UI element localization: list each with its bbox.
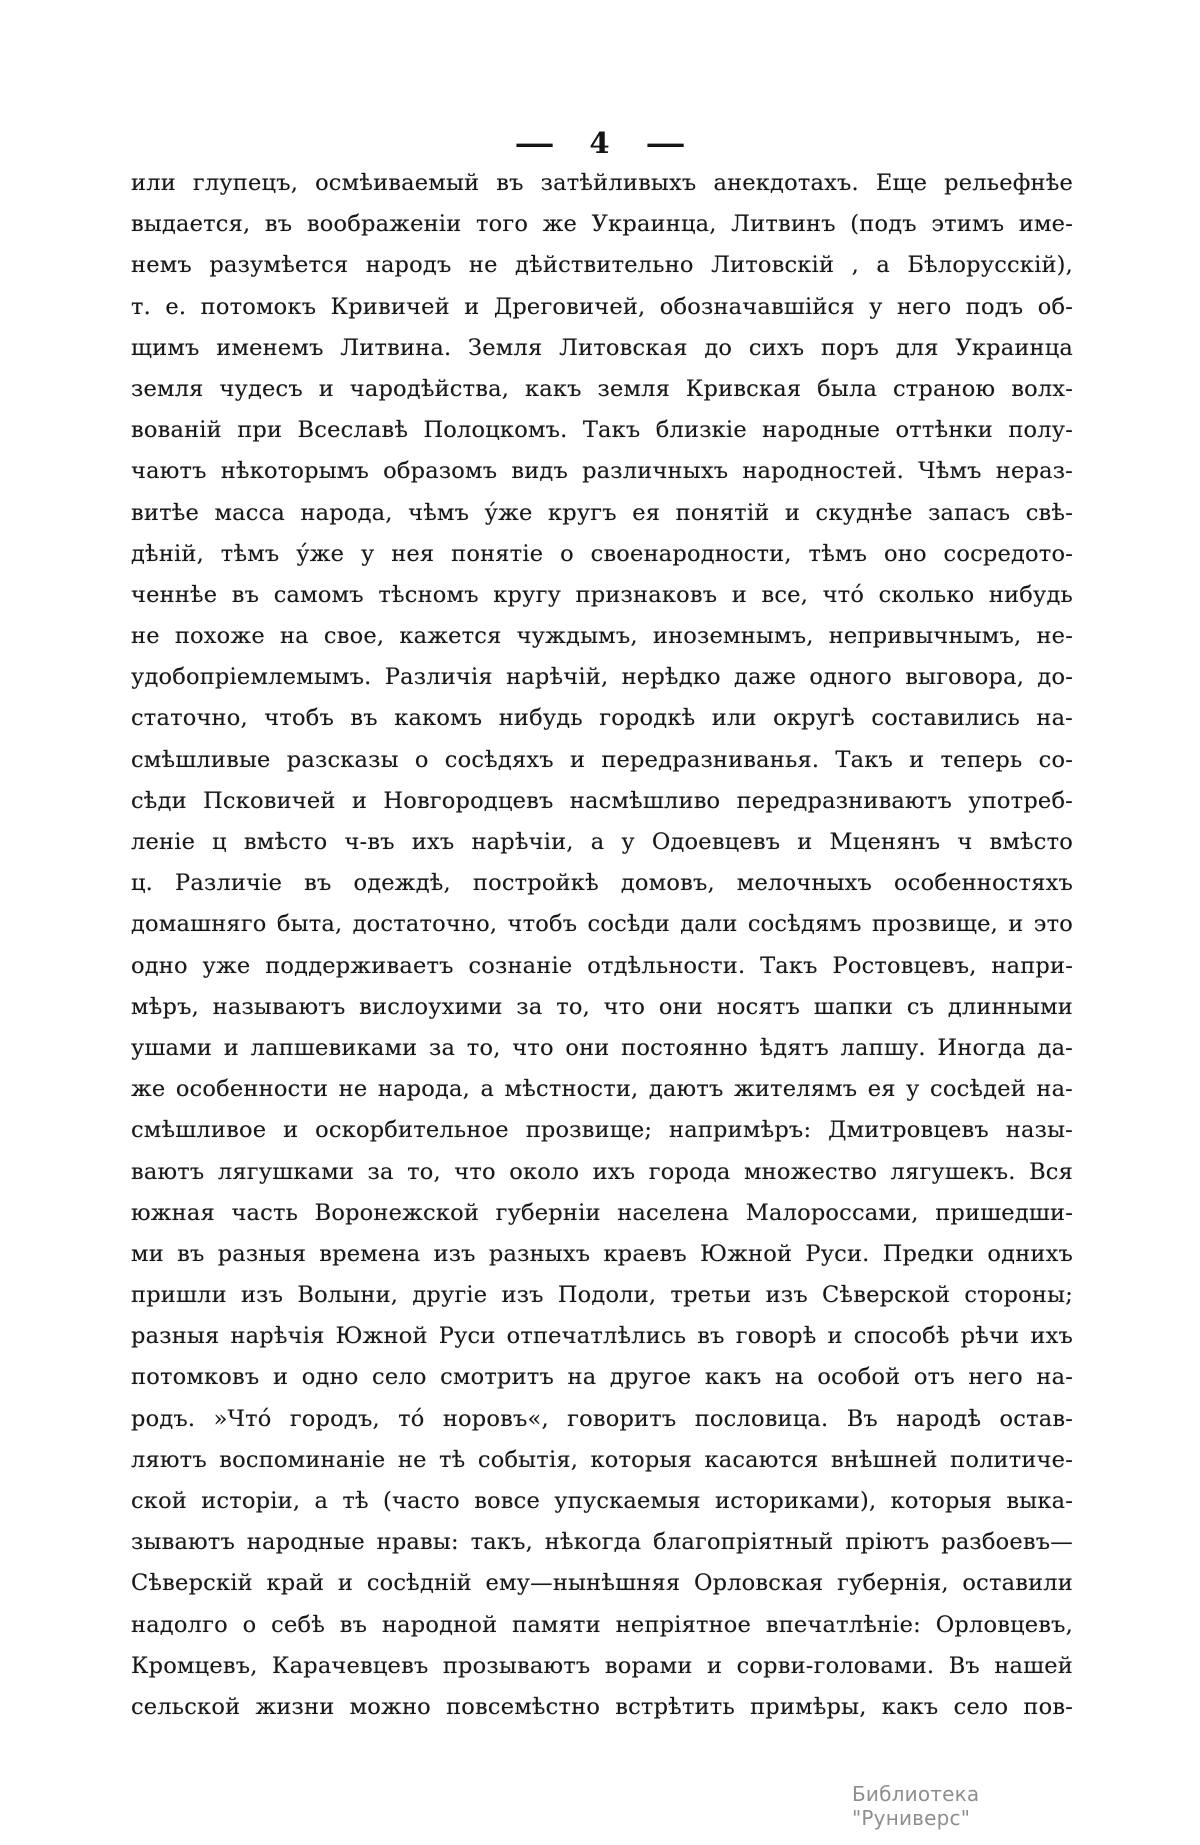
text-line: Кромцевъ, Карачевцевъ прозываютъ ворами и сорви-головами. Въ нашей [131,1652,1073,1679]
text-line: вованій при Всеславѣ Полоцкомъ. Такъ близкіе народные оттѣнки полу- [131,417,1073,444]
text-line: чаютъ нѣкоторымъ образомъ видъ различныхъ народностей. Чѣмъ нераз- [131,458,1073,485]
text-line: леніе ц вмѣсто ч-въ ихъ нарѣчіи, а у Одоевцевъ и Мценянъ ч вмѣсто [131,829,1073,855]
text-line: мѣръ, называютъ вислоухими за то, что они носятъ шапки съ длинными [131,993,1073,1020]
text-line: зываютъ народные нравы: такъ, нѣкогда благопріятный пріютъ разбоевъ— [131,1529,1073,1556]
text-line: ушами и лапшевиками за то, что они постоянно ѣдятъ лапшу. Иногда да- [131,1034,1073,1061]
text-line: Сѣверскій край и сосѣдній ему—нынѣшняя Орловская губернія, оставили [131,1570,1073,1597]
text-line: южная часть Воронежской губерніи населена Малороссами, пришедши- [131,1199,1073,1226]
text-line: надолго о себѣ въ народной памяти непріятное впечатлѣніе: Орловцевъ, [131,1611,1073,1638]
text-line: щимъ именемъ Литвина. Земля Литовская до сихъ поръ для Украинца [131,334,1073,361]
text-line: домашняго быта, достаточно, чтобъ сосѣди дали сосѣдямъ прозвище, и это [131,911,1073,938]
text-line: родъ. »Что́ городъ, то́ норовъ«, говоритъ пословица. Въ народѣ остав- [131,1405,1073,1432]
text-line: ваютъ лягушками за то, что около ихъ города множество лягушекъ. Вся [131,1158,1073,1185]
text-line: ляютъ воспоминаніе не тѣ событія, которыя касаются внѣшней политиче- [131,1446,1073,1473]
text-line: смѣшливые разсказы о сосѣдяхъ и передразниванья. Такъ и теперь со- [131,746,1073,773]
text-line: потомковъ и одно село смотритъ на другое какъ на особой отъ него на- [131,1364,1073,1391]
text-line: витѣе масса народа, чѣмъ у́же кругъ ея понятій и скуднѣе запасъ свѣ- [131,499,1073,526]
page-number: 4 [589,126,611,160]
text-line: т. е. потомокъ Кривичей и Дреговичей, обозначавшійся у него подъ об- [131,293,1073,320]
header-right-dash: — [644,126,686,160]
text-line: немъ разумѣется народъ не дѣйствительно Литовскій , а Бѣлорусскій), [131,252,1073,279]
text-line: статочно, чтобъ въ какомъ нибудь городкѣ или округѣ составились на- [131,705,1073,732]
text-line: одно уже поддерживаетъ сознаніе отдѣльности. Такъ Ростовцевъ, напри- [131,952,1073,979]
text-line: сельской жизни можно повсемѣстно встрѣтить примѣры, какъ село пов- [131,1693,1073,1720]
library-watermark: Библиотека "Руниверс" [852,1782,980,1830]
text-line: ской исторіи, а тѣ (часто вовсе упускаемыя историками), которыя выка- [131,1488,1073,1514]
text-line: же особенности не народа, а мѣстности, даютъ жителямъ ея у сосѣдей на- [131,1076,1073,1103]
text-line: смѣшливое и оскорбительное прозвище; напримѣръ: Дмитровцевъ назы- [131,1117,1073,1144]
header-left-dash: — [514,126,556,160]
text-line: ц. Различіе въ одеждѣ, постройкѣ домовъ, мелочныхъ особенностяхъ [131,870,1073,897]
text-line: или глупецъ, осмѣиваемый въ затѣйливыхъ анекдотахъ. Еще рельефнѣе [131,170,1073,196]
text-line: ми въ разныя времена изъ разныхъ краевъ Южной Руси. Предки однихъ [131,1240,1073,1267]
text-line: не похоже на свое, кажется чуждымъ, иноземнымъ, непривычнымъ, не- [131,623,1073,650]
page-header [0,126,1200,160]
text-line: разныя нарѣчія Южной Руси отпечатлѣлись въ говорѣ и способѣ рѣчи ихъ [131,1323,1073,1350]
text-line: выдается, въ воображеніи того же Украинца, Литвинъ (подъ этимъ име- [131,211,1073,238]
text-line: сѣди Псковичей и Новгородцевъ насмѣшливо передразниваютъ употреб- [131,787,1073,814]
text-line: пришли изъ Волыни, другіе изъ Подоли, третьи изъ Сѣверской стороны; [131,1282,1073,1309]
text-line: дѣній, тѣмъ у́же у нея понятіе о своенародности, тѣмъ оно сосредото- [131,540,1073,567]
text-line: земля чудесъ и чародѣйства, какъ земля Кривская была страною волх- [131,375,1073,402]
text-line: ченнѣе въ самомъ тѣсномъ кругу признаковъ и все, что́ сколько нибудь [131,581,1073,608]
text-line: удобопріемлемымъ. Различія нарѣчій, нерѣдко даже одного выговора, до- [131,664,1073,691]
body-text-block [131,163,1073,1728]
